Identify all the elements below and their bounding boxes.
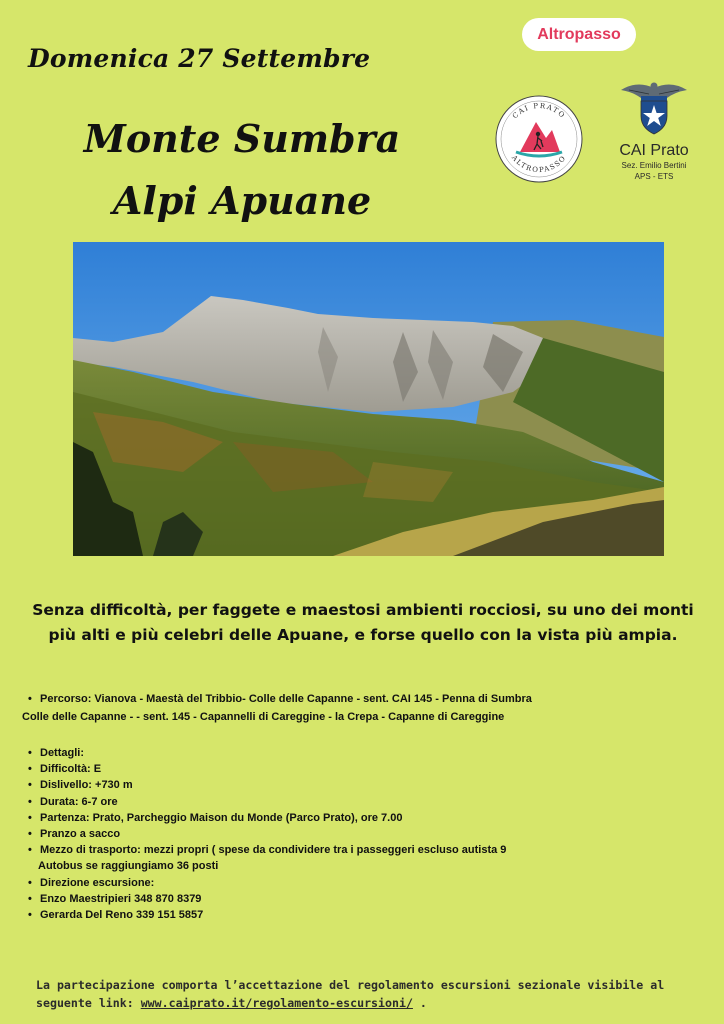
details-list	[22, 745, 712, 923]
detail-item: • Direzione escursione:	[22, 875, 712, 891]
cai-prato-logo	[608, 78, 700, 182]
route-section	[22, 690, 712, 726]
footer-prefix: seguente link:	[36, 996, 141, 1010]
cai-eagle-icon	[619, 78, 689, 136]
detail-item: • Enzo Maestripieri 348 870 8379	[22, 891, 712, 907]
title-line-2: Alpi Apuane	[112, 178, 372, 223]
detail-item: • Dislivello: +730 m	[22, 777, 712, 793]
cai-altropasso-logo	[494, 94, 584, 184]
logo-bottom-text: ALTROPASSO	[510, 153, 568, 175]
regulation-link[interactable]: www.caiprato.it/regolamento-escursioni/	[140, 996, 413, 1010]
monte-sumbra-photo	[73, 242, 664, 556]
intro-line-2: più alti e più celebri delle Apuane, e forse quello con la vista più ampia.	[48, 626, 678, 644]
page-title	[52, 108, 432, 232]
altropasso-badge	[522, 18, 636, 51]
detail-item: • Partenza: Prato, Parcheggio Maison du Monde (Parco Prato), ore 7.00	[22, 810, 712, 826]
detail-item: • Mezzo di trasporto: mezzi propri ( spese da condividere tra i passeggeri escluso autista 9	[22, 842, 712, 858]
route-line-2: Colle delle Capanne - - sent. 145 - Capannelli di Careggine - la Crepa - Capanne di Careggine	[22, 711, 505, 723]
detail-item: • Difficoltà: E	[22, 761, 712, 777]
intro-line-1: Senza difficoltà, per faggete e maestosi ambienti rocciosi, su uno dei monti	[32, 601, 694, 619]
cai-prato-name: CAI Prato	[619, 142, 689, 159]
detail-item: • Pranzo a sacco	[22, 826, 712, 842]
route-line-1: • Percorso: Vianova - Maestà del Tribbio- Colle delle Capanne - sent. CAI 145 - Penna di Sumbra	[22, 690, 712, 708]
footer-suffix: .	[412, 996, 427, 1010]
cai-prato-legal: APS - ETS	[634, 172, 674, 181]
footer-line-1: La partecipazione comporta l’accettazione del regolamento escursioni sezionale visibile al	[36, 978, 665, 992]
detail-item: • Dettagli:	[22, 745, 712, 761]
intro-text	[16, 598, 710, 648]
detail-item-continuation: Autobus se raggiungiamo 36 posti	[38, 860, 219, 873]
detail-item: • Gerarda Del Reno 339 151 5857	[22, 907, 712, 923]
title-line-1: Monte Sumbra	[83, 116, 401, 161]
footer-line-2	[36, 994, 696, 1012]
cai-prato-section: Sez. Emilio Bertini	[621, 161, 687, 170]
event-date: Domenica 27 Settembre	[28, 44, 371, 73]
footer-notice	[36, 976, 696, 1012]
altropasso-badge-label: Altropasso	[537, 25, 621, 43]
logo-top-text: CAI PRATO	[510, 101, 568, 121]
detail-item: • Durata: 6-7 ore	[22, 794, 712, 810]
